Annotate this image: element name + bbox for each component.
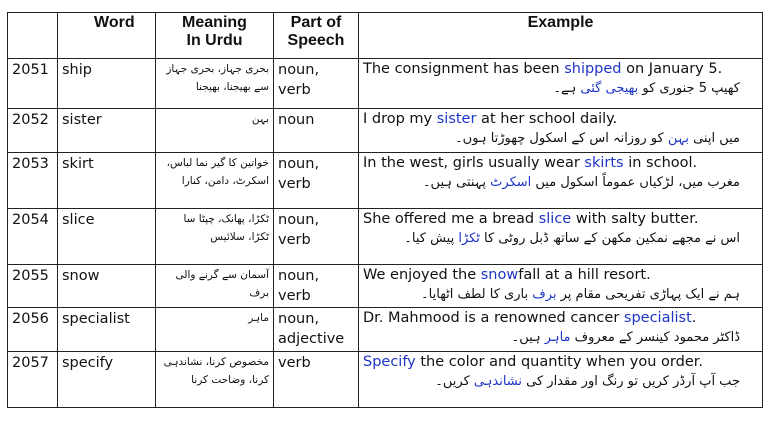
table-row bbox=[8, 209, 763, 265]
entry-urdu-meaning: خواتین کا گیر نما لباس، اسکرٹ، دامن، کنارا bbox=[156, 153, 274, 209]
entry-number: 2057 bbox=[8, 352, 58, 408]
example-english-post: with salty butter. bbox=[571, 211, 699, 227]
entry-example bbox=[359, 153, 763, 209]
example-english-pre: We enjoyed the bbox=[363, 267, 481, 283]
example-urdu-post: پیش کیا۔ bbox=[404, 231, 459, 246]
entry-number: 2056 bbox=[8, 308, 58, 352]
entry-part-of-speech: noun, verb bbox=[274, 153, 359, 209]
entry-part-of-speech: verb bbox=[274, 352, 359, 408]
example-urdu bbox=[363, 372, 740, 391]
example-urdu-pre: ڈاکٹر محمود کینسر کے معروف bbox=[570, 330, 740, 345]
example-english-highlight: Specify bbox=[363, 354, 416, 370]
example-urdu-highlight: برف bbox=[532, 287, 557, 302]
entry-number: 2052 bbox=[8, 109, 58, 153]
entry-word: specify bbox=[58, 352, 156, 408]
example-english bbox=[363, 353, 758, 372]
example-urdu-pre: کھیپ 5 جنوری کو bbox=[638, 81, 740, 96]
table-row bbox=[8, 109, 763, 153]
entry-word: slice bbox=[58, 209, 156, 265]
entry-part-of-speech: noun bbox=[274, 109, 359, 153]
example-urdu-post: کریں۔ bbox=[435, 374, 474, 389]
header-word: Word bbox=[58, 13, 156, 59]
entry-urdu-meaning: بہن bbox=[156, 109, 274, 153]
entry-number: 2051 bbox=[8, 59, 58, 109]
example-urdu-pre: مغرب میں، لڑکیاں عموماً اسکول میں bbox=[531, 175, 740, 190]
header-row bbox=[8, 13, 763, 59]
entry-word: snow bbox=[58, 265, 156, 308]
example-english-highlight: snow bbox=[480, 267, 519, 283]
example-urdu-highlight: بھیجی گئی bbox=[580, 81, 639, 96]
example-urdu-pre: ہم نے ایک پہاڑی تفریحی مقام پر bbox=[556, 287, 740, 302]
example-urdu-post: ہے۔ bbox=[553, 81, 581, 96]
header-number bbox=[8, 13, 58, 59]
example-urdu-post: باری کا لطف اٹھایا۔ bbox=[421, 287, 533, 302]
entry-urdu-meaning: بحری جہاز، بحری جہاز سے بھیجنا، بھیجنا bbox=[156, 59, 274, 109]
example-urdu-post: پہنتی ہیں۔ bbox=[422, 175, 491, 190]
example-english-pre: In the west, girls usually wear bbox=[363, 155, 585, 171]
header-part-of-speech bbox=[274, 13, 359, 59]
table-row bbox=[8, 352, 763, 408]
example-urdu bbox=[363, 285, 740, 304]
example-english bbox=[363, 154, 758, 173]
example-urdu-post: کو روزانہ اس کے اسکول چھوڑتا ہوں۔ bbox=[455, 131, 668, 146]
entry-number: 2053 bbox=[8, 153, 58, 209]
example-english-post: on January 5. bbox=[621, 61, 723, 77]
entry-urdu-meaning: آسمان سے گرنے والی برف bbox=[156, 265, 274, 308]
example-urdu-pre: جب آپ آرڈر کریں تو رنگ اور مقدار کی bbox=[522, 374, 740, 389]
entry-word: skirt bbox=[58, 153, 156, 209]
example-urdu-pre: میں اپنی bbox=[688, 131, 740, 146]
example-english-pre: I drop my bbox=[363, 111, 437, 127]
example-urdu-highlight: بہن bbox=[667, 131, 689, 146]
example-english-highlight: specialist bbox=[623, 310, 692, 326]
example-english-pre: The consignment has been bbox=[363, 61, 565, 77]
example-english bbox=[363, 210, 758, 229]
entry-example bbox=[359, 352, 763, 408]
example-english-highlight: skirts bbox=[584, 155, 624, 171]
entry-word: sister bbox=[58, 109, 156, 153]
example-urdu-highlight: ماہر bbox=[544, 330, 571, 345]
header-example: Example bbox=[359, 13, 763, 59]
entry-part-of-speech: noun, verb bbox=[274, 59, 359, 109]
example-english-highlight: sister bbox=[436, 111, 477, 127]
table-row bbox=[8, 265, 763, 308]
example-english-highlight: shipped bbox=[564, 61, 622, 77]
example-english-pre: She offered me a bread bbox=[363, 211, 539, 227]
example-english bbox=[363, 309, 758, 328]
entry-part-of-speech: noun, verb bbox=[274, 265, 359, 308]
entry-urdu-meaning: مخصوص کرنا، نشاندہی کرنا، وضاحت کرنا bbox=[156, 352, 274, 408]
header-meaning bbox=[156, 13, 274, 59]
entry-part-of-speech: noun, adjective bbox=[274, 308, 359, 352]
entry-urdu-meaning: ٹکڑا، پھانک، چپٹا سا ٹکڑا، سلائیس bbox=[156, 209, 274, 265]
example-urdu-highlight: نشاندہی bbox=[473, 374, 522, 389]
example-english-post: in school. bbox=[623, 155, 698, 171]
example-urdu-post: ہیں۔ bbox=[511, 330, 545, 345]
example-english-post: at her school daily. bbox=[476, 111, 618, 127]
example-urdu bbox=[363, 129, 740, 148]
example-english-post: the color and quantity when you order. bbox=[415, 354, 704, 370]
entry-part-of-speech: noun, verb bbox=[274, 209, 359, 265]
entry-urdu-meaning: ماہر bbox=[156, 308, 274, 352]
example-english-post: . bbox=[691, 310, 697, 326]
entry-example bbox=[359, 308, 763, 352]
example-urdu bbox=[363, 229, 740, 248]
example-urdu-highlight: ٹکڑا bbox=[458, 231, 480, 246]
entry-word: ship bbox=[58, 59, 156, 109]
entry-number: 2055 bbox=[8, 265, 58, 308]
entry-example bbox=[359, 209, 763, 265]
example-urdu-pre: اس نے مجھے نمکین مکھن کے ساتھ ڈبل روٹی کا bbox=[479, 231, 740, 246]
table-row bbox=[8, 308, 763, 352]
table-row bbox=[8, 59, 763, 109]
header-pos-text: Part of Speech bbox=[287, 14, 345, 49]
vocabulary-table bbox=[7, 12, 763, 408]
example-english-post: fall at a hill resort. bbox=[518, 267, 651, 283]
example-english-pre: Dr. Mahmood is a renowned cancer bbox=[363, 310, 624, 326]
example-english-highlight: slice bbox=[538, 211, 572, 227]
example-urdu bbox=[363, 173, 740, 192]
header-meaning-text: Meaning In Urdu bbox=[182, 14, 247, 49]
table-row bbox=[8, 153, 763, 209]
entry-example bbox=[359, 59, 763, 109]
example-english bbox=[363, 266, 758, 285]
entry-example bbox=[359, 109, 763, 153]
entry-example bbox=[359, 265, 763, 308]
example-english bbox=[363, 60, 758, 79]
entry-number: 2054 bbox=[8, 209, 58, 265]
example-urdu-highlight: اسکرٹ bbox=[490, 175, 532, 190]
example-urdu bbox=[363, 79, 740, 98]
entry-word: specialist bbox=[58, 308, 156, 352]
example-english bbox=[363, 110, 758, 129]
example-urdu bbox=[363, 328, 740, 347]
